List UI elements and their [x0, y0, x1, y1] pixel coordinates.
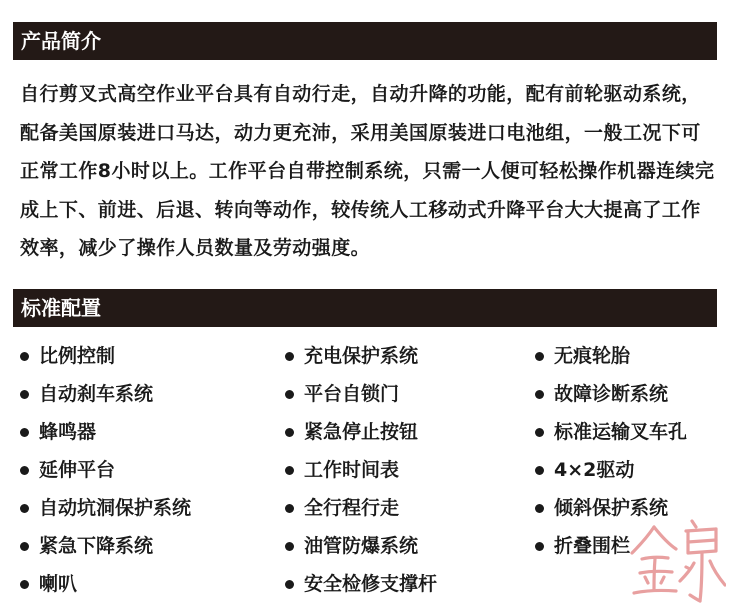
- bullet-icon: [20, 466, 29, 475]
- intro-section-header: [13, 22, 717, 60]
- config-item-label: 无痕轮胎: [554, 345, 631, 367]
- bullet-icon: [285, 504, 294, 513]
- config-item-label: 4×2驱动: [554, 459, 635, 481]
- config-item: [535, 375, 687, 413]
- config-item: [285, 413, 437, 451]
- config-item-label: 蜂鸣器: [39, 421, 97, 443]
- bullet-icon: [20, 390, 29, 399]
- bullet-icon: [285, 390, 294, 399]
- config-item-label: 工作时间表: [304, 459, 400, 481]
- bullet-icon: [535, 542, 544, 551]
- config-item: [20, 337, 191, 375]
- config-item: [535, 451, 687, 489]
- config-item: [20, 527, 191, 565]
- config-item-label: 全行程行走: [304, 497, 400, 519]
- config-item: [535, 337, 687, 375]
- config-item: [285, 489, 437, 527]
- config-item: [535, 413, 687, 451]
- bullet-icon: [285, 580, 294, 589]
- bullet-icon: [535, 352, 544, 361]
- bullet-icon: [20, 504, 29, 513]
- bullet-icon: [535, 466, 544, 475]
- config-item-label: 自动坑洞保护系统: [39, 497, 192, 519]
- config-item: [20, 565, 191, 603]
- config-column-2: [285, 337, 437, 603]
- bullet-icon: [535, 504, 544, 513]
- config-item-label: 标准运输叉车孔: [554, 421, 688, 443]
- config-item: [285, 375, 437, 413]
- config-item-label: 倾斜保护系统: [554, 497, 669, 519]
- bullet-icon: [285, 428, 294, 437]
- config-item: [20, 489, 191, 527]
- config-item: [285, 527, 437, 565]
- config-item: [20, 451, 191, 489]
- config-item: [20, 375, 191, 413]
- config-item: [285, 565, 437, 603]
- config-item-label: 紧急下降系统: [39, 535, 154, 557]
- config-item-label: 安全检修支撑杆: [304, 573, 438, 595]
- bullet-icon: [535, 428, 544, 437]
- config-section-title: 标准配置: [21, 296, 101, 320]
- config-list: [0, 337, 730, 607]
- bullet-icon: [20, 542, 29, 551]
- config-item-label: 折叠围栏: [554, 535, 631, 557]
- config-item-label: 紧急停止按钮: [304, 421, 419, 443]
- bullet-icon: [20, 580, 29, 589]
- config-item-label: 延伸平台: [39, 459, 116, 481]
- bullet-icon: [285, 466, 294, 475]
- config-item-label: 喇叭: [39, 573, 78, 595]
- bullet-icon: [285, 542, 294, 551]
- config-item-label: 自动刹车系统: [39, 383, 154, 405]
- intro-section-title: 产品简介: [21, 29, 101, 53]
- config-item-label: 故障诊断系统: [554, 383, 669, 405]
- bullet-icon: [20, 352, 29, 361]
- config-item-label: 平台自锁门: [304, 383, 400, 405]
- config-item: [20, 413, 191, 451]
- bullet-icon: [535, 390, 544, 399]
- config-item-label: 充电保护系统: [304, 345, 419, 367]
- bullet-icon: [20, 428, 29, 437]
- config-item: [285, 337, 437, 375]
- config-item: [285, 451, 437, 489]
- config-column-1: [20, 337, 191, 603]
- config-section-header: [13, 289, 717, 327]
- bullet-icon: [285, 352, 294, 361]
- watermark-logo: [630, 515, 726, 607]
- config-item-label: 油管防爆系统: [304, 535, 419, 557]
- intro-paragraph: 自行剪叉式高空作业平台具有自动行走，自动升降的功能，配有前轮驱动系统，配备美国原装进口马达，动力更充沛，采用美国原装进口电池组，一般工况下可正常工作8小时以上。工作平台自带控制系统，只需一人便可轻松操作机器连续完成上下、前进、后退、转向等动作，较传统人工移动式升降平台大大提高了工作效率，减少了操作人员数量及劳动强度。: [20, 83, 715, 259]
- config-item-label: 比例控制: [39, 345, 116, 367]
